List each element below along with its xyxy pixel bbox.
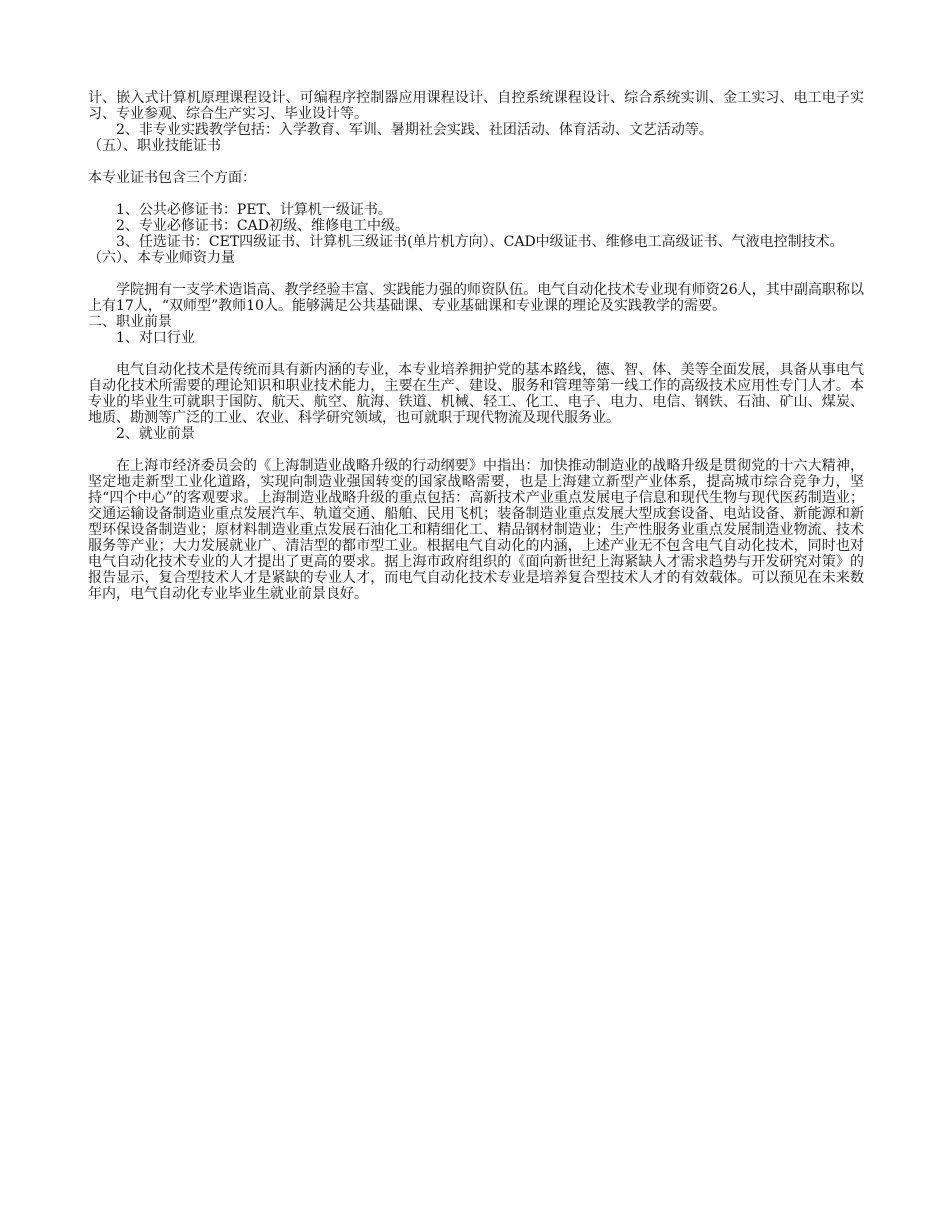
employment-paragraph: 在上海市经济委员会的《上海制造业战略升级的行动纲要》中指出：加快推动制造业的战略升级是贯彻党的十六大精神，坚定地走新型工业化道路，实现向制造业强国转变的国家战略需要，也是上海建立新型产业体系，提高城市综合竞争力，坚持“四个中心”的客观要求。上海制造业战略升级的重点包括：高新技术产业重点发展电子信息和现代生物与现代医药制造业；交通运输设备制造业重点发展汽车、轨道交通、船舶、民用飞机；装备制造业重点发展大型成套设备、电站设备、新能源和新型环保设备制造业；原材料制造业重点发展石油化工和精细化工、精品钢材制造业；生产性服务业重点发展制造业物流、技术服务等产业；大力发展就业广、清洁型的都市型工业。根据电气自动化的内涵，上述产业无不包含电气自动化技术，同时也对电气自动化技术专业的人才提出了更高的要求。据上海市政府组织的《面向新世纪上海紧缺人才需求趋势与开发研究对策》的报告显示，复合型技术人才是紧缺的专业人才，而电气自动化技术专业是培养复合型技术人才的有效载体。可以预见在未来数年内，电气自动化专业毕业生就业前景良好。	[88, 458, 864, 602]
non-professional-practice: 2、非专业实践教学包括：入学教育、军训、暑期社会实践、社团活动、体育活动、文艺活动等。	[116, 122, 713, 138]
certificate-list	[88, 202, 864, 250]
certificate-item-public: 1、公共必修证书：PET、计算机一级证书。	[116, 202, 392, 218]
practice-course-continuation: 计、嵌入式计算机原理课程设计、可编程序控制器应用课程设计、自控系统课程设计、综合系统实训、金工实习、电工电子实习、专业参观、综合生产实习、毕业设计等。	[88, 90, 864, 122]
section-heading-certificates: （五）、职业技能证书	[88, 138, 221, 154]
subheading-employment: 2、就业前景	[116, 426, 195, 442]
industry-paragraph: 电气自动化技术是传统而具有新内涵的专业，本专业培养拥护党的基本路线，德、智、体、美等全面发展，具备从事电气自动化技术所需要的理论知识和职业技术能力，主要在生产、建设、服务和管理等第一线工作的高级技术应用性专门人才。本专业的毕业生可就职于国防、航天、航空、航海、铁道、机械、轻工、化工、电子、电力、电信、钢铁、石油、矿山、煤炭、地质、勘测等广泛的工业、农业、科学研究领域，也可就职于现代物流及现代服务业。	[88, 362, 864, 426]
faculty-paragraph: 学院拥有一支学术造诣高、教学经验丰富、实践能力强的师资队伍。电气自动化技术专业现有师资26人，其中副高职称以上有17人，“双师型”教师10人。能够满足公共基础课、专业基础课和专业课的理论及实践教学的需要。	[88, 282, 864, 314]
section-heading-career: 二、职业前景	[88, 314, 172, 330]
certificate-item-optional: 3、任选证书：CET四级证书、计算机三级证书(单片机方向）、CAD中级证书、维修电工高级证书、气液电控制技术。	[116, 234, 844, 250]
certificate-intro: 本专业证书包含三个方面：	[88, 170, 256, 186]
certificate-item-professional: 2、专业必修证书：CAD初级、维修电工中级。	[116, 218, 409, 234]
subheading-industry: 1、对口行业	[116, 330, 195, 346]
document-page	[88, 90, 864, 602]
section-heading-faculty: （六）、本专业师资力量	[88, 250, 235, 266]
